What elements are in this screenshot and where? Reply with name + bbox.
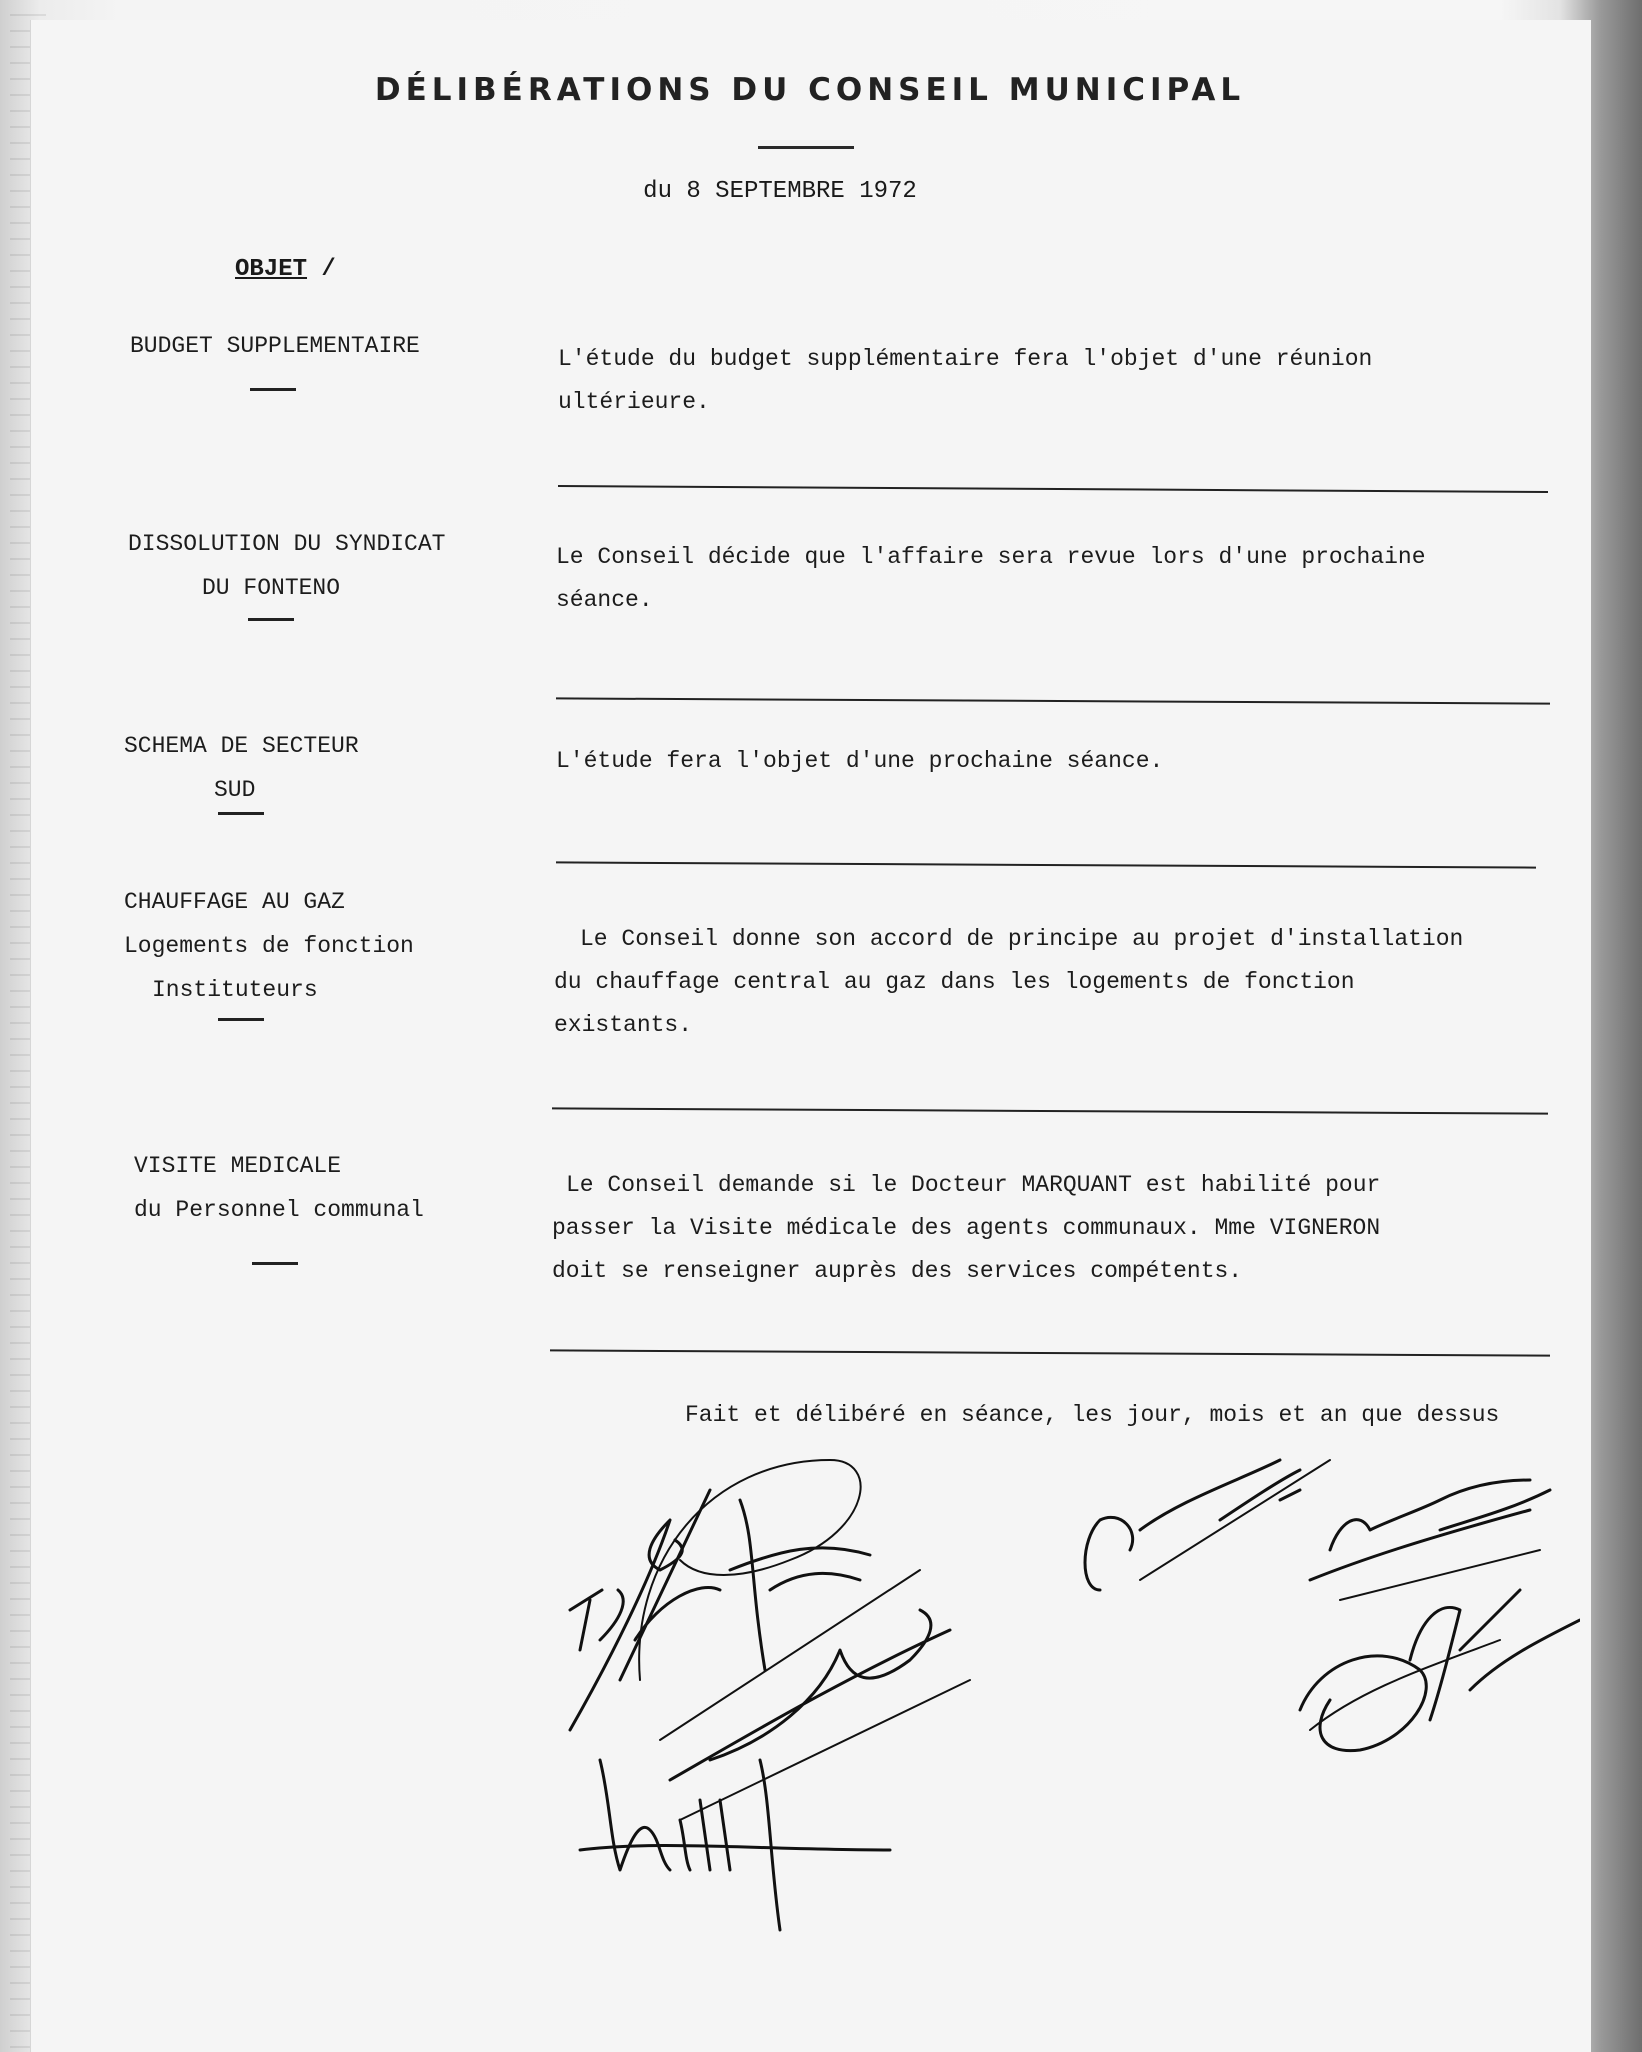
- text-line: Le Conseil demande si le Docteur MARQUANT est habilité pour: [566, 1172, 1381, 1198]
- subject-dash: [250, 388, 296, 391]
- signature-7: [580, 1760, 890, 1930]
- subject-dash: [218, 1018, 264, 1021]
- text-line: existants.: [554, 1012, 693, 1038]
- subject-line: BUDGET SUPPLEMENTAIRE: [130, 333, 420, 359]
- text-line: L'étude du budget supplémentaire fera l'objet d'une réunion: [558, 346, 1373, 372]
- subject-chauffage: [124, 880, 414, 1012]
- text-dissolution: [556, 536, 1426, 622]
- signature-4: [1085, 1460, 1330, 1590]
- subject-line: SUD: [214, 777, 256, 803]
- signature-6: [1300, 1590, 1580, 1751]
- subject-line: Instituteurs: [152, 977, 318, 1003]
- subject-visite: [134, 1144, 424, 1232]
- subject-dash: [252, 1262, 298, 1265]
- session-date: du 8 SEPTEMBRE 1972: [643, 178, 917, 205]
- subject-dissolution: [128, 522, 445, 610]
- signature-5: [1310, 1480, 1550, 1600]
- signature-3: [670, 1610, 970, 1820]
- text-schema: [556, 740, 1163, 783]
- subject-line: du Personnel communal: [134, 1197, 424, 1223]
- subject-line: Logements de fonction: [124, 933, 414, 959]
- subject-line: DISSOLUTION DU SYNDICAT: [128, 531, 446, 557]
- subject-line: DU FONTENO: [202, 575, 341, 601]
- subject-line: SCHEMA DE SECTEUR: [124, 733, 359, 759]
- signatures-block: [540, 1440, 1580, 1960]
- objet-heading: [235, 256, 336, 283]
- text-line: passer la Visite médicale des agents communaux. Mme VIGNERON: [552, 1215, 1381, 1241]
- objet-suffix: /: [307, 256, 336, 283]
- text-budget: [558, 338, 1372, 424]
- text-line: L'étude fera l'objet d'une prochaine séance.: [556, 748, 1164, 774]
- text-line: ultérieure.: [558, 389, 710, 415]
- text-line: du chauffage central au gaz dans les logements de fonction: [554, 969, 1355, 995]
- text-visite: [552, 1164, 1380, 1293]
- subject-dash: [218, 812, 264, 815]
- subject-schema: [124, 724, 359, 812]
- subject-line: CHAUFFAGE AU GAZ: [124, 889, 345, 915]
- text-chauffage: [554, 918, 1463, 1047]
- text-line: Le Conseil donne son accord de principe au projet d'installation: [580, 926, 1464, 952]
- signature-2: [639, 1460, 920, 1740]
- text-line: Le Conseil décide que l'affaire sera revue lors d'une prochaine: [556, 544, 1426, 570]
- subject-dash: [248, 618, 294, 621]
- subject-budget: [130, 324, 420, 368]
- text-line: séance.: [556, 587, 653, 613]
- title-rule: [758, 146, 854, 149]
- closing-statement: Fait et délibéré en séance, les jour, mois et an que dessus: [685, 1402, 1500, 1428]
- objet-label: OBJET: [235, 256, 308, 283]
- subject-line: VISITE MEDICALE: [134, 1153, 342, 1179]
- document-title: DÉLIBÉRATIONS DU CONSEIL MUNICIPAL: [374, 72, 1246, 108]
- text-line: doit se renseigner auprès des services compétents.: [552, 1258, 1243, 1284]
